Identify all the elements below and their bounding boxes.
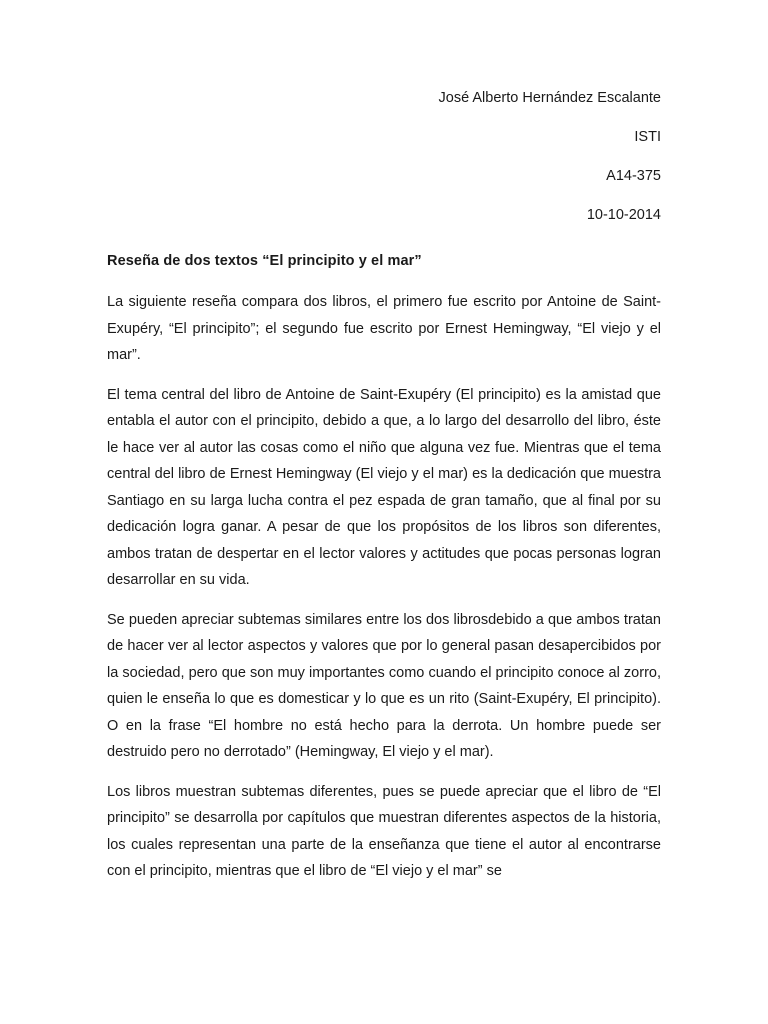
program-name: ISTI (634, 129, 661, 145)
paragraph-intro: La siguiente reseña compara dos libros, el primero fue escrito por Antoine de Saint-Exupéry, “El principito”; el segundo fue escrito por Ernest Hemingway, “El viejo y el mar”. (107, 294, 661, 363)
paragraph-similar-subthemes: Se pueden apreciar subtemas similares entre los dos librosdebido a que ambos tratan de hacer ver al lector aspectos y valores que por lo general pasan desapercibidos por la sociedad, pero que son muy importantes como cuando el principito conoce al zorro, quien le enseña lo que es domesticar y lo que es un rito (Saint-Exupéry, El principito). O en la frase “El hombre no está hecho para la derrota. Un hombre puede ser destruido pero no derrotado” (Hemingway, El viejo y el mar). (107, 611, 661, 760)
document-date: 10-10-2014 (586, 207, 661, 223)
document-title: Reseña de dos textos “El principito y el mar” (107, 253, 422, 269)
paragraph-different-subthemes: Los libros muestran subtemas diferentes, pues se puede apreciar que el libro de “El principito” se desarrolla por capítulos que muestran diferentes aspectos de la historia, los cuales representan una parte de la enseñanza que tiene el autor al encontrarse con el principito, mientras que el libro de “El viejo y el mar” se (107, 783, 661, 879)
document-page (107, 88, 661, 898)
paragraph-central-themes: El tema central del libro de Antoine de Saint-Exupéry (El principito) es la amistad que entabla el autor con el principito, debido a que, a lo largo del desarrollo del libro, éste le hace ver al autor las cosas como el niño que alguna vez fue. Mientras que el tema central del libro de Ernest Hemingway (El viejo y el mar) es la dedicación que muestra Santiago en su larga lucha contra el pez espada de gran tamaño, que al final por su dedicación logra ganar. A pesar de que los propósitos de los libros son diferentes, ambos tratan de despertar en el lector valores y actitudes que pocas personas logran desarrollar en su vida. (107, 386, 661, 588)
author-name: José Alberto Hernández Escalante (438, 90, 661, 106)
student-id: A14-375 (606, 168, 661, 184)
